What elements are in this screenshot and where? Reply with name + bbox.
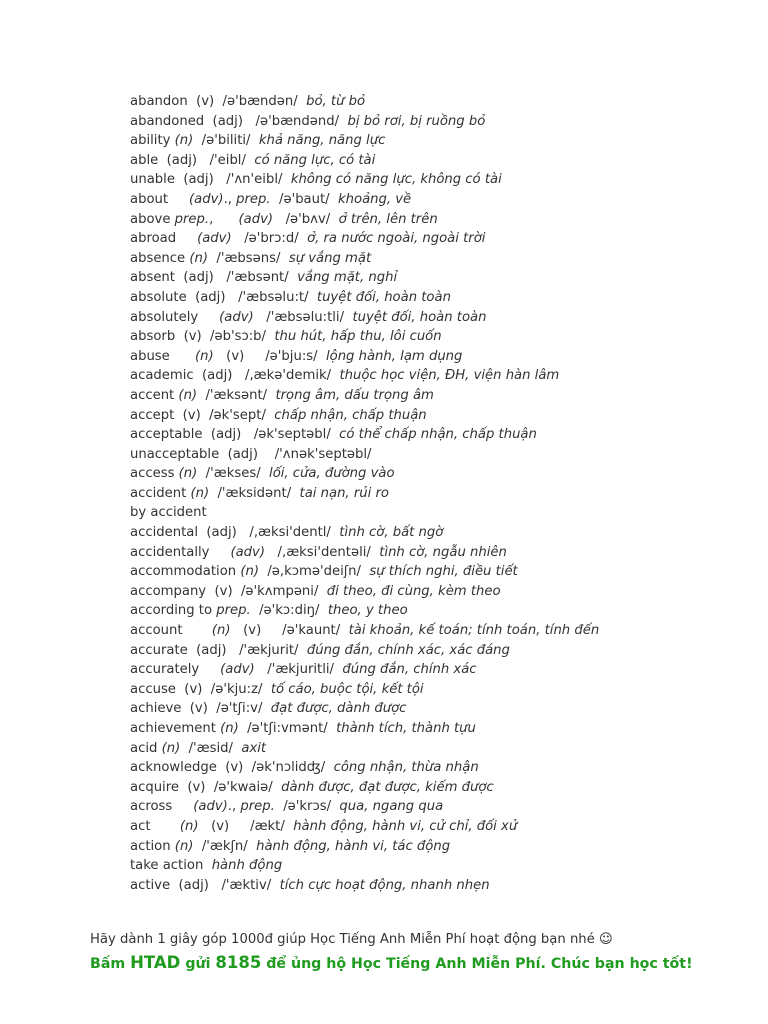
- entry-text: accent: [130, 387, 179, 403]
- entry-text: abandon (v) /ə'bændən/: [130, 94, 307, 109]
- vocab-entry: [130, 445, 750, 465]
- entry-italic-text: thu hút, hấp thu, lôi cuốn: [274, 329, 442, 345]
- entry-italic-text: hành động, hành vi, cử chỉ, đối xử: [293, 818, 518, 834]
- vocab-entry: [130, 699, 750, 719]
- entry-text: abandoned (adj) /ə'bændənd/: [130, 113, 348, 129]
- entry-text: achieve (v) /ə'tʃi:v/: [130, 701, 271, 717]
- entry-italic-text: (adv): [230, 544, 265, 560]
- entry-text: /'ækjuritli/: [254, 662, 343, 678]
- entry-italic-text: thuộc học viện, ĐH, viện hàn lâm: [339, 368, 560, 384]
- entry-italic-text: axit: [241, 740, 267, 756]
- entry-italic-text: (n): [178, 466, 198, 482]
- vocab-entry: [130, 562, 750, 582]
- vocab-entry: [130, 229, 750, 249]
- entry-text: access: [130, 466, 179, 482]
- entry-text: /ə'baut/: [270, 191, 338, 207]
- entry-text: /ə'kɔ:diŋ/: [250, 603, 328, 619]
- vocab-entry: [130, 347, 750, 367]
- vocab-entry: [130, 856, 750, 876]
- vocab-entry: [130, 660, 750, 680]
- entry-italic-text: đúng đắn, chính xác, xác đáng: [306, 642, 510, 658]
- sms-number: 8185: [215, 953, 262, 972]
- entry-italic-text: (n): [240, 564, 259, 580]
- vocab-entry: [130, 151, 750, 171]
- entry-text: .,: [227, 799, 241, 815]
- entry-italic-text: hành động: [211, 858, 283, 874]
- vocab-entry: [130, 621, 750, 641]
- entry-italic-text: (n): [161, 740, 181, 756]
- entry-text: /'æksənt/: [197, 387, 276, 403]
- entry-text: by accident: [130, 505, 207, 521]
- entry-text: /ə'bʌv/: [273, 211, 339, 227]
- entry-text: accompany (v) /ə'kʌmpəni/: [130, 583, 327, 599]
- entry-text: absent (adj) /'æbsənt/: [130, 270, 298, 286]
- entry-text: accurately: [130, 662, 221, 678]
- entry-text: /ə,kɔmə'deiʃn/: [258, 564, 370, 580]
- vocab-entry: [130, 601, 750, 621]
- vocab-entry: [130, 582, 750, 602]
- vocab-entry: [130, 797, 750, 817]
- entry-text: account: [130, 623, 212, 639]
- entry-italic-text: prep.: [240, 799, 275, 815]
- vocab-entry: [130, 464, 750, 484]
- entry-italic-text: theo, y theo: [327, 603, 408, 619]
- entry-text: accurate (adj) /'ækjurit/: [130, 642, 307, 658]
- entry-text: /'ækʃn/: [193, 838, 257, 854]
- cta-middle: gửi: [180, 956, 216, 972]
- entry-italic-text: bỏ, từ bỏ: [306, 94, 366, 109]
- vocab-entry: [130, 288, 750, 308]
- vocab-entry: [130, 837, 750, 857]
- vocab-entry: [130, 268, 750, 288]
- entry-text: /'æbsəlu:tli/: [253, 309, 353, 325]
- entry-italic-text: khoảng, về: [338, 191, 412, 207]
- vocab-entry: [130, 406, 750, 426]
- entry-italic-text: trọng âm, dấu trọng âm: [275, 387, 434, 403]
- entry-text: (v) /ə'kaunt/: [230, 623, 349, 639]
- entry-italic-text: có năng lực, có tài: [254, 152, 376, 168]
- entry-italic-text: vắng mặt, nghỉ: [297, 270, 398, 286]
- entry-text: absolute (adj) /'æbsəlu:t/: [130, 289, 317, 305]
- entry-italic-text: tuyệt đối, hoàn toàn: [316, 289, 451, 305]
- vocab-entry: [130, 778, 750, 798]
- entry-italic-text: (n): [211, 623, 231, 639]
- entry-italic-text: ở trên, lên trên: [338, 211, 438, 227]
- vocab-entry: [130, 758, 750, 778]
- vocab-entry: [130, 739, 750, 759]
- vocab-entry: [130, 817, 750, 837]
- entry-text: acquire (v) /ə'kwaiə/: [130, 779, 282, 795]
- entry-italic-text: hành động, hành vi, tác động: [256, 838, 451, 854]
- entry-italic-text: sự thích nghi, điều tiết: [369, 564, 518, 580]
- donation-notice: Hãy dành 1 giây góp 1000đ giúp Học Tiếng Anh Miễn Phí hoạt động bạn nhé ☺: [90, 932, 613, 947]
- entry-italic-text: (n): [178, 387, 198, 403]
- vocab-entry: [130, 170, 750, 190]
- entry-italic-text: bị bỏ rơi, bị ruồng bỏ: [347, 113, 486, 129]
- entry-italic-text: đạt được, dành được: [270, 701, 407, 717]
- vocab-entry: [130, 680, 750, 700]
- entry-text: achievement: [130, 721, 221, 736]
- entry-italic-text: khả năng, năng lực: [258, 133, 386, 149]
- entry-text: accidental (adj) /,æksi'dentl/: [130, 525, 340, 541]
- entry-text: acknowledge (v) /ək'nɔlidʤ/: [130, 760, 334, 776]
- entry-text: absence: [130, 250, 190, 266]
- entry-text: act: [130, 818, 180, 834]
- entry-italic-text: prep.: [236, 191, 271, 207]
- sms-code: HTAD: [130, 953, 181, 972]
- entry-text: accidentally: [130, 544, 231, 560]
- entry-text: ability: [130, 133, 175, 149]
- vocab-entry: [130, 327, 750, 347]
- vocab-entry: [130, 190, 750, 210]
- entry-text: absolutely: [130, 309, 220, 325]
- entry-italic-text: (n): [190, 485, 210, 501]
- entry-italic-text: tố cáo, buộc tội, kết tội: [270, 681, 424, 697]
- entry-italic-text: chấp nhận, chấp thuận: [274, 407, 427, 423]
- vocab-entry: [130, 503, 750, 523]
- entry-text: /ə'biliti/: [193, 133, 259, 149]
- entry-italic-text: (n): [174, 133, 194, 149]
- entry-text: /'æsid/: [180, 740, 242, 756]
- entry-text: take action: [130, 858, 212, 874]
- entry-italic-text: tình cờ, bất ngờ: [339, 525, 444, 541]
- vocab-entry: [130, 484, 750, 504]
- vocabulary-list: [130, 92, 750, 895]
- entry-italic-text: tích cực hoạt động, nhanh nhẹn: [279, 877, 490, 893]
- vocab-entry: [130, 523, 750, 543]
- entry-italic-text: công nhận, thừa nhận: [333, 760, 479, 776]
- entry-italic-text: (adv): [197, 231, 232, 247]
- vocab-entry: [130, 876, 750, 896]
- entry-italic-text: (n): [179, 818, 199, 834]
- entry-text: unacceptable (adj) /'ʌnək'septəbl/: [130, 446, 372, 462]
- entry-italic-text: có thể chấp nhận, chấp thuận: [339, 427, 537, 443]
- vocab-entry: [130, 719, 750, 739]
- entry-text: acceptable (adj) /ək'septəbl/: [130, 427, 340, 443]
- entry-text: unable (adj) /'ʌn'eibl/: [130, 172, 291, 188]
- cta-suffix: để ủng hộ Học Tiếng Anh Miễn Phí. Chúc bạn học tốt!: [261, 956, 693, 972]
- entry-italic-text: (n): [174, 838, 194, 854]
- vocab-entry: [130, 92, 750, 112]
- entry-italic-text: tuyệt đối, hoàn toàn: [352, 309, 487, 325]
- entry-text: according to: [130, 603, 217, 619]
- entry-text: about: [130, 191, 190, 207]
- entry-text: accuse (v) /ə'kju:z/: [130, 681, 271, 697]
- vocab-entry: [130, 641, 750, 661]
- entry-italic-text: tai nạn, rủi ro: [299, 485, 389, 501]
- entry-italic-text: tài khoản, kế toán; tính toán, tính đến: [348, 623, 600, 639]
- entry-italic-text: lối, cửa, đường vào: [269, 466, 395, 482]
- sms-support-message: [90, 952, 750, 975]
- entry-italic-text: (adv): [220, 662, 255, 678]
- cta-prefix: Bấm: [90, 956, 131, 972]
- entry-text: active (adj) /'æktiv/: [130, 877, 280, 893]
- entry-text: /'æbsəns/: [208, 250, 289, 266]
- entry-text: /'æksidənt/: [209, 485, 300, 501]
- entry-text: abroad: [130, 231, 198, 247]
- entry-text: (v) /ə'bju:s/: [213, 348, 326, 364]
- entry-italic-text: (adv): [193, 799, 228, 815]
- vocab-entry: [130, 249, 750, 269]
- entry-italic-text: đi theo, đi cùng, kèm theo: [326, 583, 501, 599]
- entry-italic-text: đúng đắn, chính xác: [342, 662, 477, 678]
- entry-text: /ə'krɔs/: [274, 799, 340, 815]
- entry-italic-text: ở, ra nước ngoài, ngoài trời: [307, 231, 486, 247]
- entry-italic-text: thành tích, thành tựu: [336, 721, 476, 736]
- entry-italic-text: (n): [194, 348, 214, 364]
- entry-text: accept (v) /ək'sept/: [130, 407, 275, 423]
- entry-text: action: [130, 838, 175, 854]
- entry-italic-text: không có năng lực, không có tài: [290, 172, 502, 188]
- entry-text: abuse: [130, 348, 195, 364]
- entry-italic-text: (n): [220, 721, 239, 736]
- entry-text: accident: [130, 485, 191, 501]
- entry-text: .,: [223, 191, 237, 207]
- entry-text: (v) /ækt/: [198, 818, 294, 834]
- entry-text: acid: [130, 740, 162, 756]
- entry-text: across: [130, 799, 194, 815]
- entry-text: /ə'tʃi:vmənt/: [238, 721, 337, 736]
- vocab-entry: [130, 131, 750, 151]
- entry-text: /ə'brɔ:d/: [231, 231, 308, 247]
- entry-text: above: [130, 211, 175, 227]
- entry-italic-text: qua, ngang qua: [339, 799, 444, 815]
- entry-italic-text: sự vắng mặt: [288, 250, 372, 266]
- vocab-entry: [130, 112, 750, 132]
- vocab-entry: [130, 308, 750, 328]
- entry-italic-text: lộng hành, lạm dụng: [325, 348, 463, 364]
- vocab-entry: [130, 386, 750, 406]
- entry-text: /'ækses/: [197, 466, 270, 482]
- entry-text: absorb (v) /əb'sɔ:b/: [130, 329, 275, 345]
- entry-text: ,: [209, 211, 239, 227]
- vocab-entry: [130, 210, 750, 230]
- entry-italic-text: (adv): [238, 211, 274, 227]
- entry-italic-text: prep.: [216, 603, 251, 619]
- entry-italic-text: prep.: [174, 211, 210, 227]
- vocab-entry: [130, 425, 750, 445]
- entry-text: /,æksi'dentəli/: [264, 544, 380, 560]
- entry-italic-text: dành được, đạt được, kiếm được: [281, 779, 494, 795]
- entry-italic-text: tình cờ, ngẫu nhiên: [379, 544, 507, 560]
- entry-italic-text: (adv): [219, 309, 254, 325]
- vocab-entry: [130, 543, 750, 563]
- entry-italic-text: (adv): [189, 191, 224, 207]
- entry-italic-text: (n): [189, 250, 209, 266]
- entry-text: academic (adj) /,ækə'demik/: [130, 368, 340, 384]
- entry-text: accommodation: [130, 564, 241, 580]
- entry-text: able (adj) /'eibl/: [130, 152, 255, 168]
- vocab-entry: [130, 366, 750, 386]
- donation-footer: [90, 930, 750, 975]
